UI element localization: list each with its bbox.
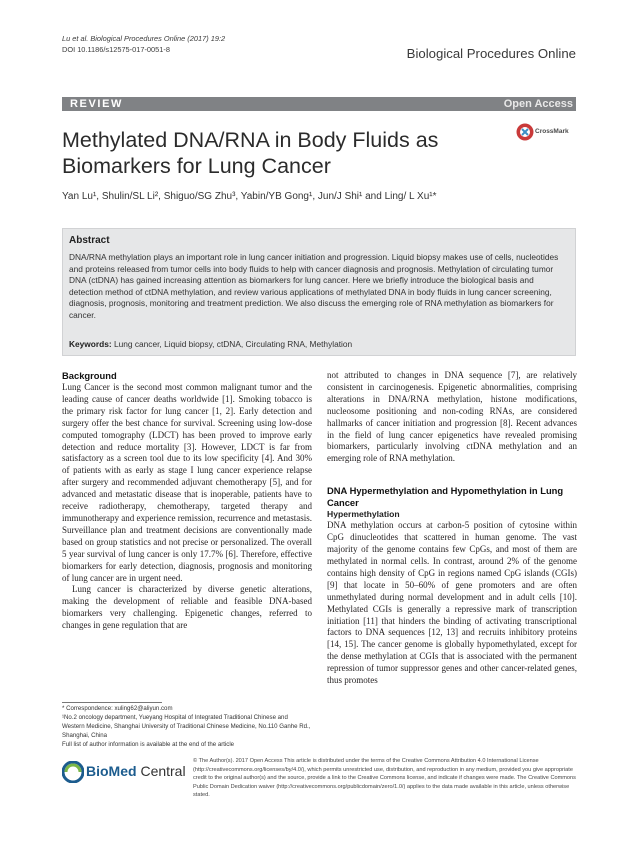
body-column-right	[327, 370, 577, 687]
crossmark-icon	[516, 123, 534, 141]
body-paragraph: DNA methylation occurs at carbon-5 position of cytosine within CpG dinucleotides that scattered in human genome. The vast majority of the genome contains few CpGs, and most of them are methylated in normal cells. In contrast, around 2% of the genome contains high density of CpG in regions named CpG islands (CGIs) [9] that locate in 50–60% of gene promoters and are often unmethylated during normal development and in adult cells [10]. Methylated CGIs is generally a repressive mark of transcription initiation [11] that hinders the binding of activating transcriptional factors to DNA sequences [12, 13] and recruits inhibitory proteins [14, 15]. The cancer genome is globally hypomethylated, except for the dense methylation at CGIs that is associated with the permanent repression of tumor suppressor genes and other cancer-related genes, thus promotes	[327, 520, 577, 686]
biomed-central-wordmark	[86, 763, 186, 779]
footnote-divider	[62, 702, 162, 703]
journal-name: Biological Procedures Online	[406, 46, 576, 61]
bmc-wordmark-biomed: BioMed	[86, 763, 137, 779]
body-column-left	[62, 370, 312, 632]
crossmark-label: CrossMark	[535, 128, 569, 135]
article-title: Methylated DNA/RNA in Body Fluids as Biomarkers for Lung Cancer	[62, 128, 439, 178]
article-type-label: REVIEW	[70, 98, 123, 110]
open-access-badge: Open Access	[503, 98, 573, 110]
keywords-label: Keywords:	[69, 339, 112, 349]
body-paragraph: Lung Cancer is the second most common malignant tumor and the leading cause of cancer deaths worldwide [1]. Smoking tobacco is the primary risk factor for lung cancer [1, 2]. Early detection and surgery offer the best chance for survival. Screening using low-dose computed tomography (LDCT) has been proved to improve early detection and reduce mortality [3]. However, LDCT is far from satisfactory as a screen tool due to its low specificity [4]. And 30% of patients with as early as stage I lung cancer experience relapse after surgery and recommended adjuvant chemotherapy [5], and for advanced and metastatic disease that is inoperable, patients have to receive radiotherapy, chemotherapy, targeted therapy and immunotherapy and experience remission, recurrence and metastasis. Surveillance plan and treatment decisions are conventionally made based on group statistics and not precise or personalized. The overall 5 year survival of lung cancer is only 17.7% [6]. Therefore, effective biomarkers for early detection, diagnosis, prognosis and monitoring of lung cancer are in urgent need.	[62, 382, 312, 583]
citation: Lu et al. Biological Procedures Online (2017) 19:2	[62, 34, 226, 43]
footnotes	[62, 704, 312, 749]
license-statement: © The Author(s). 2017 Open Access This article is distributed under the terms of the Creative Commons Attribution 4.0 International License (http://creativecommons.org/licenses/by/4.0/), which permits unrestricted use, distribution, and reproduction in any medium, provided you give appropriate credit to the original author(s) and the source, provide a link to the Creative Commons license, and indicate if changes were made. The Creative Commons Public Domain Dedication waiver (http://creativecommons.org/publicdomain/zero/1.0/) applies to the data made available in this article, unless otherwise stated.	[193, 758, 576, 799]
biomed-central-icon	[62, 761, 84, 783]
article-type-banner	[62, 97, 576, 111]
body-paragraph: not attributed to changes in DNA sequence [7], are relatively consistent in carcinogenesis. Epigenetic abnormalities, comprising alterations in DNA/RNA methylation, histone modifications, nucleosome positioning and non-coding RNAs, are considered hallmarks of cancer initiation and progression [8]. Recent advances in the field of lung cancer epigenetics have revealed promising biomarkers, particularly involving ctDNA methylation and an emerging role of RNA methylation.	[327, 370, 577, 464]
abstract-text: DNA/RNA methylation plays an important role in lung cancer initiation and progression. Liquid biopsy makes use of cells, nucleotides and proteins released from tumor cells into body fluids to help with cancer diagnosis and prognosis. Methylation of circulating tumor DNA (ctDNA) has gained increasing attention as biomarkers for lung cancer. Here we briefly introduce the biological basis and detection method of ctDNA methylation, and review various applications of methylated DNA in body fluids in lung cancer screening, diagnosis, prognosis, monitoring and treatment prediction. We also discuss the emerging role of RNA methylation as biomarkers for cancer.	[69, 252, 559, 320]
bmc-wordmark-central: Central	[136, 763, 186, 779]
full-author-info-note: Full list of author information is available at the end of the article	[62, 741, 235, 748]
section-heading: DNA Hypermethylation and Hypomethylation in Lung Cancer	[327, 485, 564, 509]
keywords-list: Lung cancer, Liquid biopsy, ctDNA, Circulating RNA, Methylation	[111, 339, 353, 349]
biomed-central-logo[interactable]	[62, 757, 192, 787]
body-paragraph: Lung cancer is characterized by diverse genetic alterations, making the development of reliable and feasible DNA-based biomarkers very challenging. Epigenetic changes, referred to changes in gene regulation that are	[62, 584, 312, 631]
subsection-heading: Hypermethylation	[327, 509, 400, 520]
author-list: Yan Lu¹, Shulin/SL Li², Shiguo/SG Zhu³, Yabin/YB Gong¹, Jun/J Shi¹ and Ling/ L Xu¹*	[62, 191, 437, 202]
article-meta	[62, 33, 225, 55]
background-heading: Background	[62, 370, 117, 381]
doi-link[interactable]: DOI 10.1186/s12575-017-0051-8	[62, 45, 170, 54]
affiliation-note: ¹No.2 oncology department, Yueyang Hospital of Integrated Traditional Chinese and Western Medicine, Shanghai University of Traditional Chinese Medicine, No.110 Ganhe Rd., Shanghai, China	[62, 714, 311, 739]
correspondence-email[interactable]: * Correspondence: xuling62@aliyun.com	[62, 705, 173, 712]
crossmark-button[interactable]	[516, 119, 576, 149]
abstract-box	[62, 228, 576, 356]
abstract-heading: Abstract	[69, 235, 110, 246]
keywords	[69, 339, 567, 350]
